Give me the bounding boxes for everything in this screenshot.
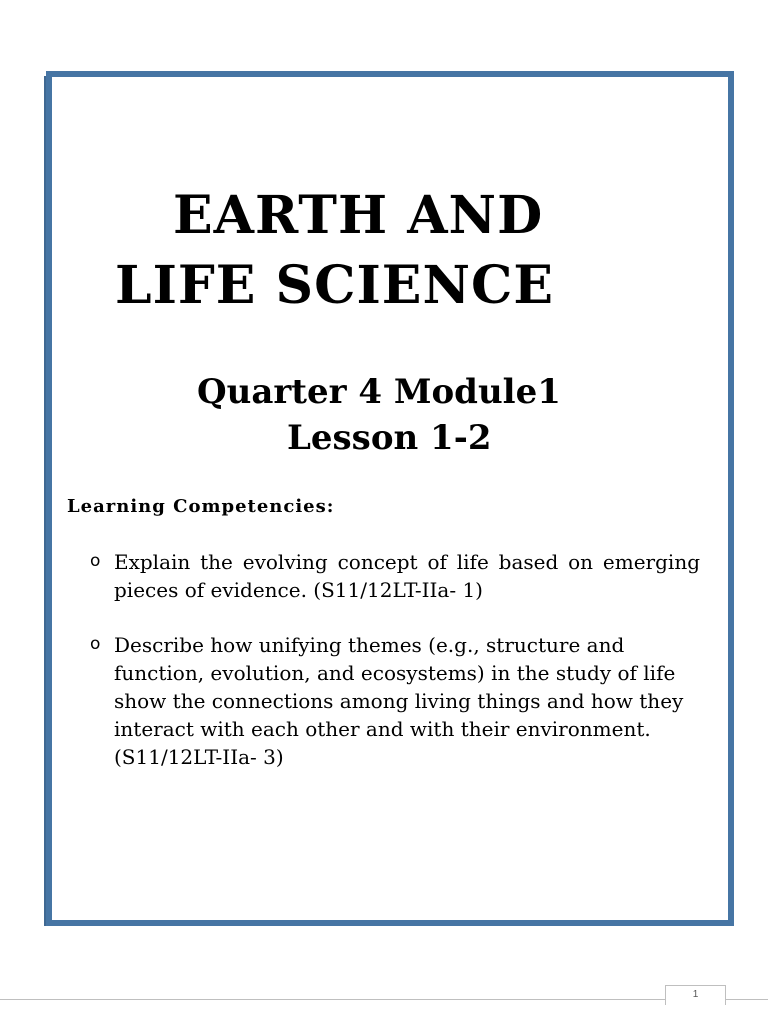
page-number: 1 <box>665 985 726 1005</box>
title-line-2: LIFE SCIENCE <box>115 255 554 316</box>
subtitle-line-2: Lesson 1-2 <box>287 418 492 458</box>
competency-item: Describe how unifying themes (e.g., structure and function, evolution, and ecosystems) in the study of life show the connections among living things and how they interact with each other and with their environment. (S11/12LT-IIa- 3) <box>114 633 684 769</box>
title-line-1: EARTH AND <box>173 185 544 246</box>
bullet-2: o <box>90 634 101 654</box>
competency-item: Explain the evolving concept of life based on emerging pieces of evidence. (S11/12LT-IIa- 1) <box>114 550 700 602</box>
learning-competencies-heading: Learning Competencies: <box>67 496 335 517</box>
subtitle-line-1: Quarter 4 Module1 <box>197 372 561 412</box>
bullet-1: o <box>90 551 101 571</box>
footer-line <box>0 999 768 1000</box>
